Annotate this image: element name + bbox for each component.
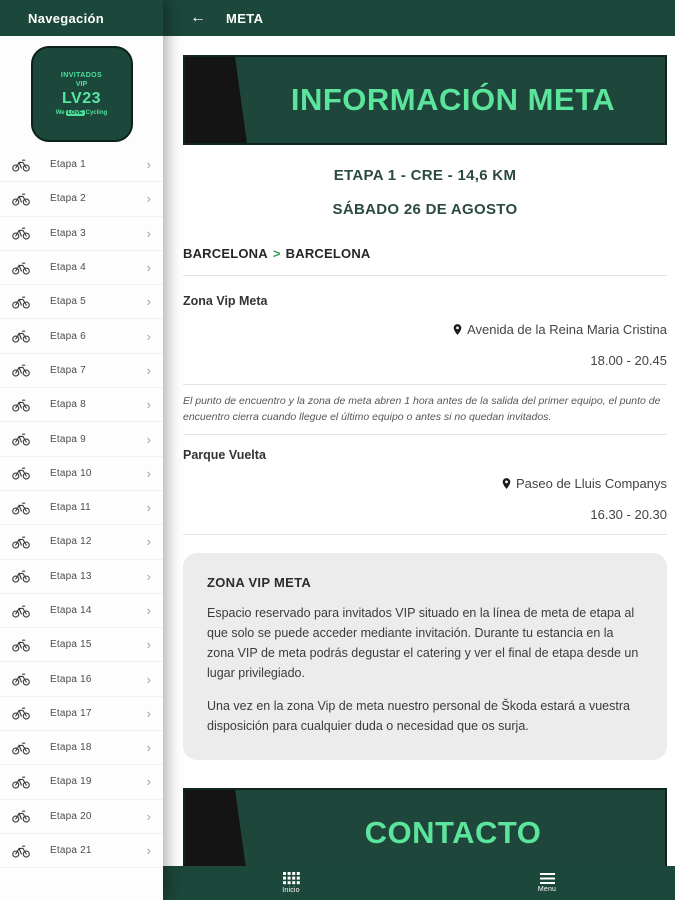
logo-love-badge: LOVE [67, 110, 83, 116]
chevron-right-icon: › [146, 705, 151, 721]
chevron-right-icon: › [146, 808, 151, 824]
nav-label-menu: Menu [537, 886, 557, 893]
chevron-right-icon: › [146, 465, 151, 481]
screen-title: META [226, 10, 264, 26]
bicycle-icon [12, 672, 30, 686]
meeting-point-note: El punto de encuentro y la zona de meta abren 1 hora antes de la salida del primer equipo, el punto de encuentro cierra cuando llegue el último equipo o antes si no quedan invitados. [183, 395, 661, 424]
parque-vuelta-address: Paseo de Lluis Companys [515, 475, 667, 491]
chevron-right-icon: › [146, 157, 151, 173]
sidebar-item-etapa-13[interactable] [0, 560, 163, 594]
stage-label: Etapa 8 [50, 399, 86, 411]
bottom-nav [163, 866, 675, 900]
chevron-right-icon: › [146, 843, 151, 859]
chevron-right-icon: › [146, 260, 151, 276]
chevron-right-icon: › [146, 397, 151, 413]
sidebar-item-etapa-4[interactable] [0, 251, 163, 285]
bicycle-icon [12, 809, 30, 823]
drawer-header [0, 0, 163, 36]
stage-label: Etapa 20 [50, 810, 92, 822]
stage-label: Etapa 6 [50, 330, 86, 342]
chevron-right-icon: › [146, 225, 151, 241]
logo-wrap [0, 36, 163, 148]
bicycle-icon [12, 501, 30, 515]
chevron-right-icon: › [146, 500, 151, 516]
sidebar-item-etapa-18[interactable] [0, 731, 163, 765]
location-pin-icon [451, 323, 464, 336]
chevron-right-icon: › [146, 534, 151, 550]
stage-label: Etapa 7 [50, 364, 86, 376]
route-separator-icon: > [272, 246, 281, 261]
sidebar-item-etapa-11[interactable] [0, 491, 163, 525]
bicycle-icon [12, 261, 30, 275]
bicycle-icon [12, 638, 30, 652]
chevron-right-icon: › [146, 431, 151, 447]
bicycle-icon [12, 466, 30, 480]
parque-vuelta-title: Parque Vuelta [183, 447, 266, 462]
sidebar-item-etapa-5[interactable] [0, 285, 163, 319]
logo-we: We [55, 110, 65, 116]
zona-vip-meta-location [183, 322, 667, 337]
meta-info-banner [183, 55, 667, 145]
sidebar-item-etapa-14[interactable] [0, 594, 163, 628]
stage-label: Etapa 13 [50, 570, 92, 582]
sidebar-item-etapa-1[interactable] [0, 148, 163, 182]
logo-line-invitados: INVITADOS [60, 72, 103, 79]
stage-label: Etapa 12 [50, 536, 92, 548]
sidebar-item-etapa-16[interactable] [0, 662, 163, 696]
bicycle-icon [12, 398, 30, 412]
chevron-right-icon: › [146, 740, 151, 756]
sidebar-item-etapa-15[interactable] [0, 628, 163, 662]
back-arrow-icon[interactable]: ← [190, 9, 206, 26]
bicycle-icon [12, 569, 30, 583]
stage-label: Etapa 17 [50, 707, 92, 719]
route-breadcrumb [183, 246, 667, 261]
zona-vip-meta-title: Zona Vip Meta [183, 294, 268, 308]
stage-label: Etapa 21 [50, 845, 92, 857]
divider [183, 275, 667, 276]
contacto-banner-title: CONTACTO [364, 814, 542, 850]
zona-vip-meta-hours: 18.00 - 20.45 [590, 353, 667, 368]
bicycle-icon [12, 706, 30, 720]
nav-item-menu[interactable] [419, 866, 675, 900]
stage-label: Etapa 14 [50, 605, 92, 616]
bicycle-icon [12, 844, 30, 858]
sidebar-item-etapa-17[interactable] [0, 697, 163, 731]
divider [183, 384, 667, 385]
bicycle-icon [12, 604, 30, 618]
nav-item-inicio[interactable] [163, 866, 419, 900]
divider [183, 434, 667, 435]
info-card-paragraph-2: Una vez en la zona Vip de meta nuestro personal de Škoda estará a vuestra disposición para cualquier duda o necesidad que os surja. [207, 698, 630, 733]
bicycle-icon [12, 226, 30, 240]
stage-label: Etapa 15 [50, 639, 92, 651]
menu-icon [540, 873, 555, 884]
chevron-right-icon: › [146, 191, 151, 207]
route-from: BARCELONA [183, 246, 268, 261]
stage-date: SÁBADO 26 DE AGOSTO [332, 201, 518, 218]
stage-label: Etapa 11 [50, 502, 91, 514]
drawer-title: Navegación [28, 10, 104, 26]
stage-label: Etapa 5 [50, 296, 86, 308]
chevron-right-icon: › [146, 294, 151, 310]
bicycle-icon [12, 363, 30, 377]
stage-label: Etapa 9 [50, 433, 86, 445]
stage-label: Etapa 2 [50, 193, 86, 205]
info-card-paragraph-1: Espacio reservado para invitados VIP situado en la línea de meta de etapa al que solo se puede acceder mediante invitación. Durante tu estancia en la zona VIP de meta podrás degustar el catering y ver el final de etapa desde un lugar privilegiado. [207, 605, 639, 680]
bicycle-icon [12, 329, 30, 343]
logo-line-lv23: LV23 [61, 90, 102, 107]
main-content [163, 36, 675, 866]
stage-label: Etapa 16 [50, 673, 92, 685]
chevron-right-icon: › [146, 774, 151, 790]
sidebar-item-etapa-10[interactable] [0, 457, 163, 491]
bicycle-icon [12, 741, 30, 755]
bicycle-icon [12, 535, 30, 549]
sidebar-item-etapa-8[interactable] [0, 388, 163, 422]
bicycle-icon [12, 432, 30, 446]
event-logo [31, 46, 133, 142]
contacto-banner [183, 788, 667, 866]
stage-label: Etapa 19 [50, 776, 92, 788]
parque-vuelta-location [183, 476, 667, 491]
grid-icon [283, 872, 300, 885]
sidebar-item-etapa-9[interactable] [0, 422, 163, 456]
chevron-right-icon: › [146, 568, 151, 584]
chevron-right-icon: › [146, 603, 151, 618]
meta-info-banner-title: INFORMACIÓN META [290, 82, 616, 117]
zona-vip-info-card [183, 553, 667, 760]
sidebar-item-etapa-20[interactable] [0, 800, 163, 834]
logo-line-vip: VIP [75, 81, 88, 88]
bicycle-icon [12, 775, 30, 789]
stage-label: Etapa 3 [50, 227, 86, 239]
bicycle-icon [12, 158, 30, 172]
chevron-right-icon: › [146, 671, 151, 687]
chevron-right-icon: › [146, 328, 151, 344]
bicycle-icon [12, 295, 30, 309]
zona-vip-meta-address: Avenida de la Reina Maria Cristina [467, 322, 667, 337]
stage-summary: ETAPA 1 - CRE - 14,6 KM [333, 167, 517, 184]
sidebar-item-etapa-2[interactable] [0, 182, 163, 216]
stage-list [0, 148, 163, 900]
route-to: BARCELONA [285, 246, 371, 261]
stage-label: Etapa 18 [50, 742, 92, 754]
bicycle-icon [12, 192, 30, 206]
stage-label: Etapa 1 [50, 159, 86, 171]
sidebar-item-etapa-3[interactable] [0, 217, 163, 251]
chevron-right-icon: › [146, 362, 151, 378]
logo-cycling: Cycling [85, 110, 108, 116]
parque-vuelta-hours: 16.30 - 20.30 [590, 506, 667, 522]
sidebar-item-etapa-21[interactable] [0, 834, 163, 868]
sidebar-item-etapa-19[interactable] [0, 765, 163, 799]
sidebar-item-etapa-6[interactable] [0, 319, 163, 353]
logo-line-welovecycling [56, 110, 108, 116]
stage-label: Etapa 4 [50, 262, 86, 274]
sidebar-item-etapa-12[interactable] [0, 525, 163, 559]
chevron-right-icon: › [146, 637, 151, 653]
divider [183, 534, 667, 535]
location-pin-icon [500, 477, 513, 490]
stage-label: Etapa 10 [50, 467, 92, 479]
nav-label-inicio: Inicio [282, 887, 300, 894]
navigation-drawer [0, 0, 163, 900]
info-card-title: ZONA VIP META [207, 574, 312, 590]
sidebar-item-etapa-7[interactable] [0, 354, 163, 388]
